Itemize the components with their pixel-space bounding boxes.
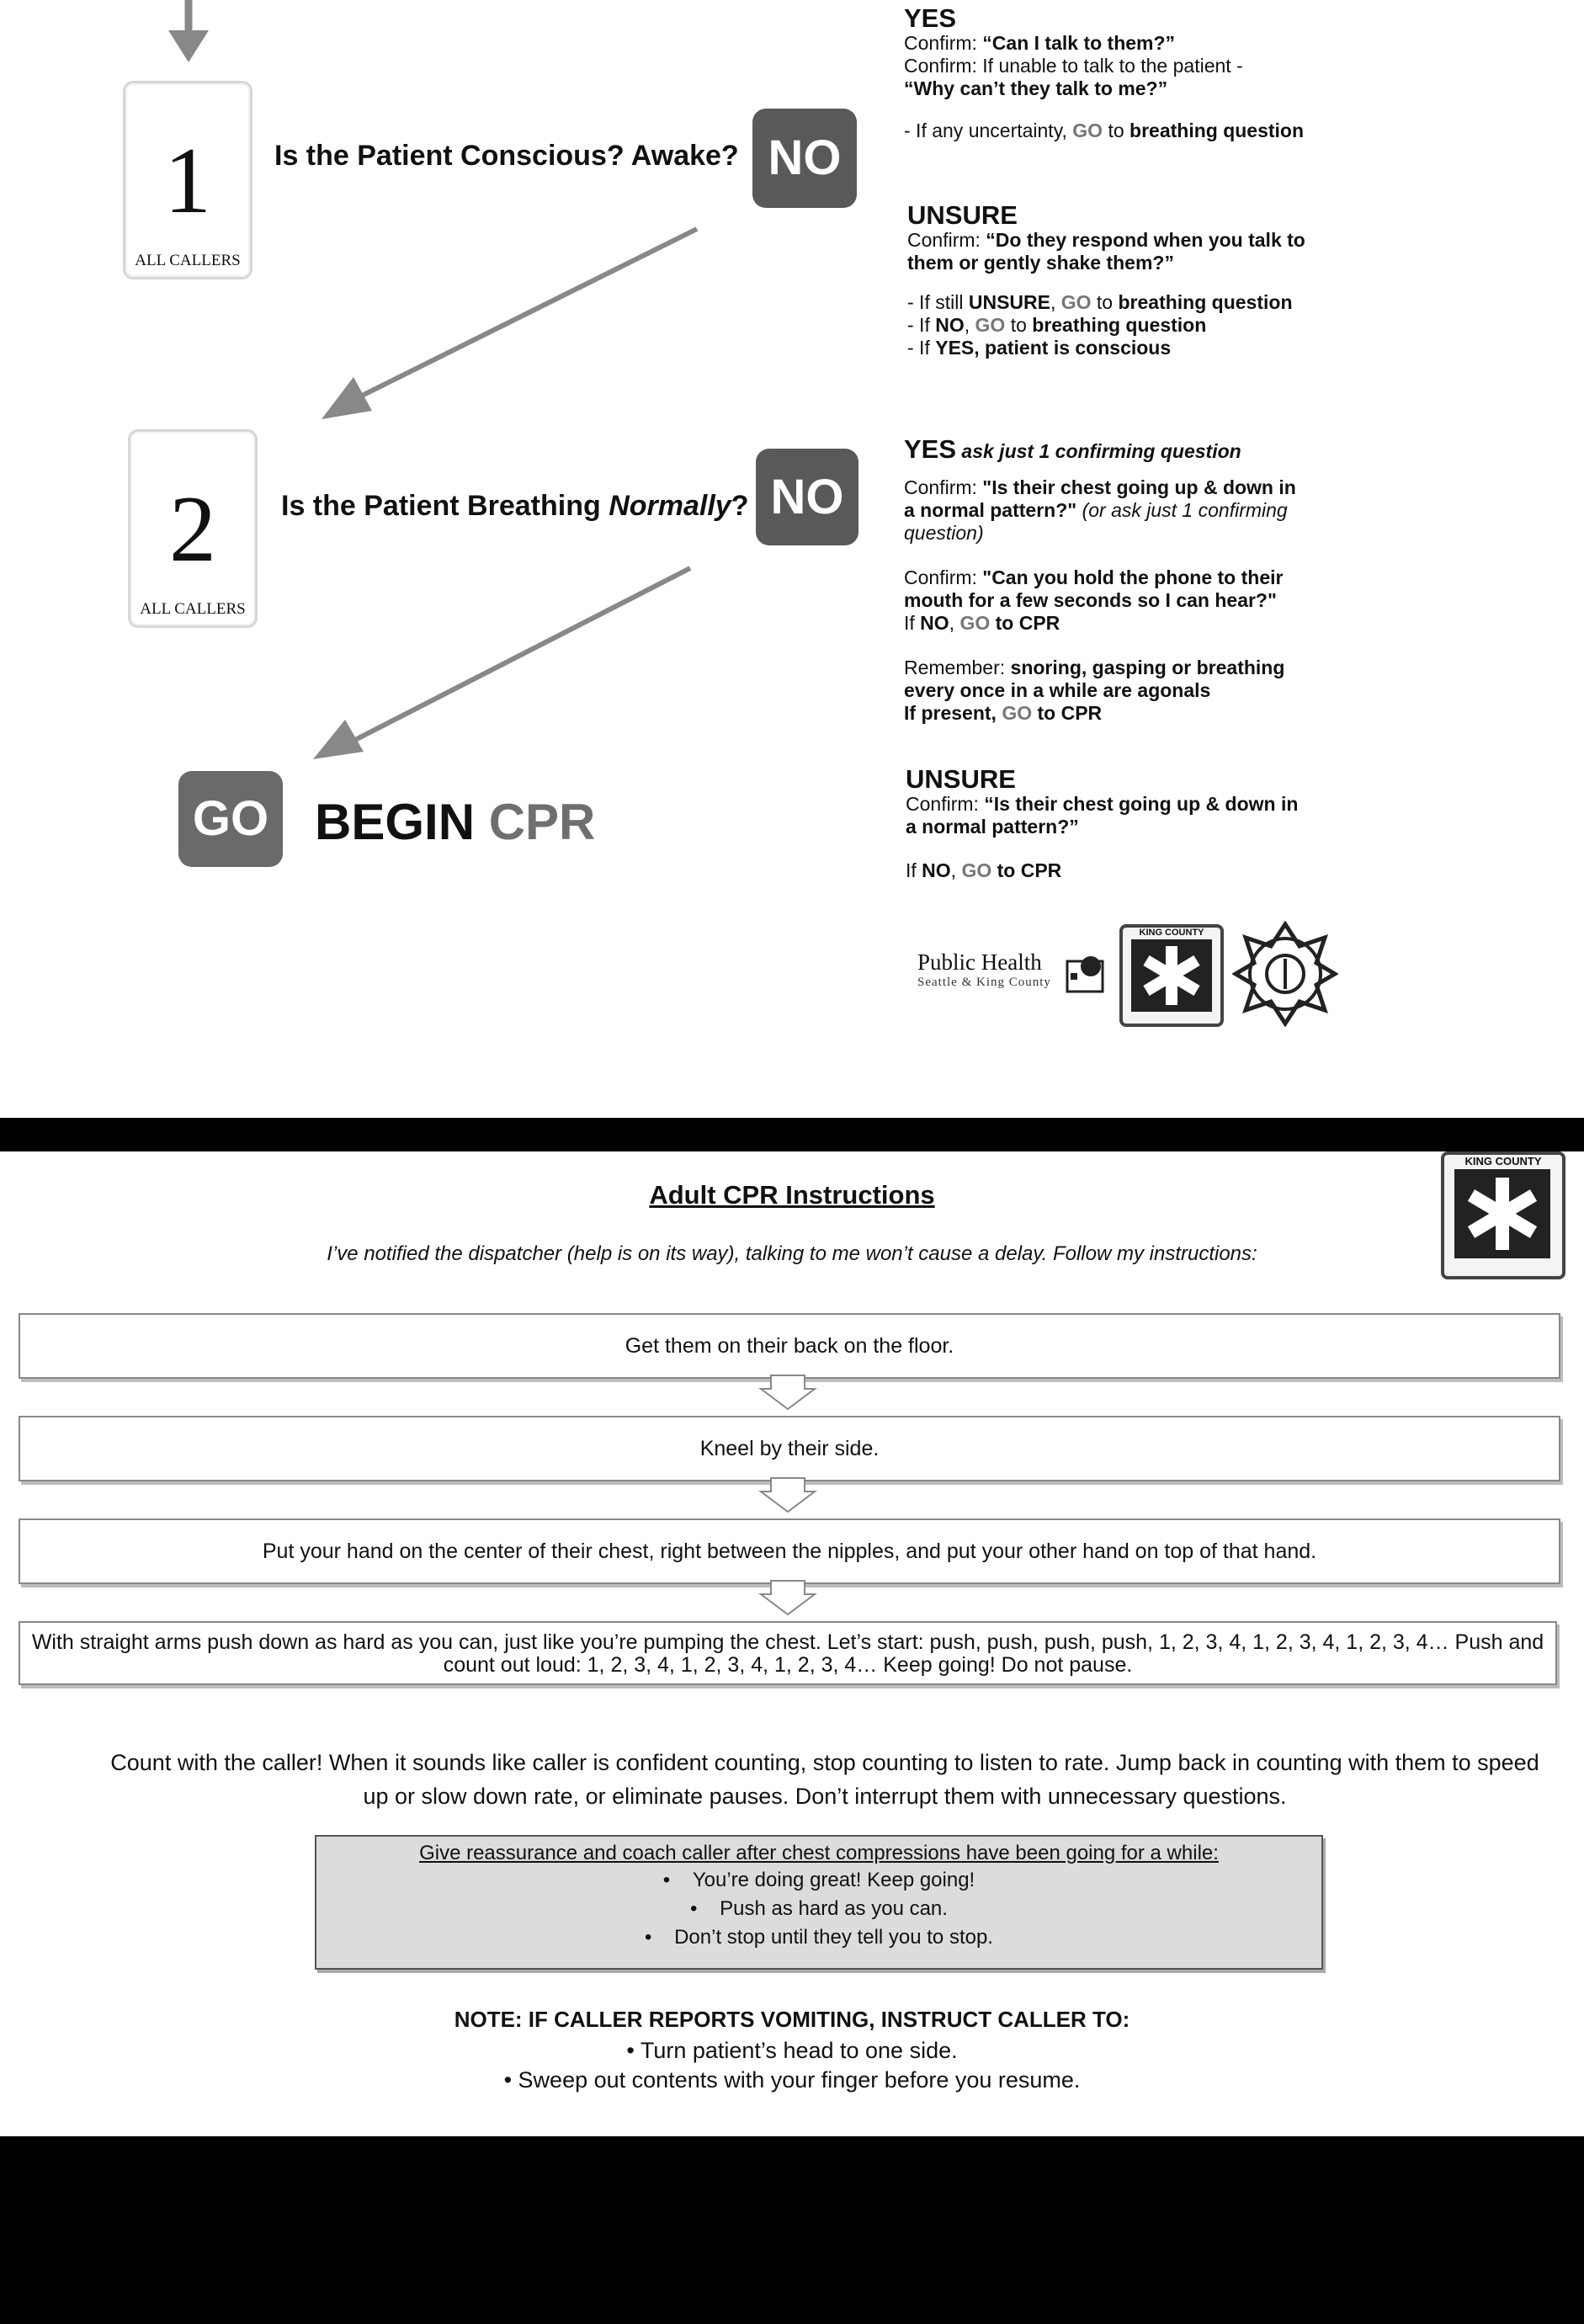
down-arrow-3 <box>761 1581 815 1614</box>
step1-yes-confirm2-quote: “Why can’t they talk to me?” <box>904 77 1168 99</box>
step1-unsure-confirm-2: them or gently shake them?” <box>907 252 1174 274</box>
step1-no-button[interactable]: NO <box>752 109 857 208</box>
top-down-arrow <box>168 0 209 62</box>
count-instructions: Count with the caller! When it sounds like caller is confident counting, stop counting to listen to rate. Jump back in counting with them to speed up or slow down rate, or eliminate pauses. Don’t interrupt them with unnecessary questions. <box>110 1750 1539 1809</box>
step1-unsure-line1: - If still UNSURE, GO to breathing question <box>907 291 1293 313</box>
step2-yes-confirm2: Confirm: "Can you hold the phone to their <box>904 566 1284 588</box>
reassurance-item: • Don’t stop until they tell you to stop. <box>645 1926 993 1949</box>
down-arrow-2 <box>761 1478 815 1512</box>
step-arrows <box>0 1151 1584 1741</box>
step1-yes-uncertain: - If any uncertainty, GO to breathing question <box>904 120 1305 141</box>
flowchart-page <box>0 0 1584 1118</box>
step2-yes-heading-row: YES ask just 1 confirming question <box>904 434 1241 464</box>
step2-yes-remember: Remember: snoring, gasping or breathing <box>904 657 1285 678</box>
step2-yes-panel <box>904 436 1342 725</box>
step1-yes-confirm2: Confirm: If unable to talk to the patient - <box>904 55 1243 77</box>
step2-unsure-panel <box>906 766 1343 882</box>
step1-number: 1 <box>164 129 211 233</box>
step2-question: Is the Patient Breathing Normally? <box>281 490 749 522</box>
public-health-emblem-icon <box>1066 951 1104 993</box>
step1-card <box>123 81 252 279</box>
vomiting-note-item: • Turn patient’s head to one side. <box>626 2038 958 2063</box>
public-health-logo: Public Health Seattle & King County <box>917 949 1051 989</box>
step2-unsure-confirm: Confirm: “Is their chest going up & down in <box>906 793 1299 815</box>
cpr-step-3: Put your hand on the center of their chest, right between the nipples, and put your other hand on top of that hand. <box>19 1518 1560 1584</box>
step2-unsure-if: If NO, GO to CPR <box>906 859 1062 881</box>
step1-yes-panel <box>904 5 1325 142</box>
step2-card <box>128 429 258 628</box>
medic-one-foundation-logo <box>1232 921 1338 1027</box>
step2-yes-confirm1: Confirm: "Is their chest going up & down in <box>904 476 1296 498</box>
arrow-to-cpr <box>313 568 690 759</box>
step1-unsure-panel <box>907 202 1337 359</box>
go-button[interactable]: GO <box>178 771 283 867</box>
step1-caller-label: ALL CALLERS <box>135 252 241 269</box>
step2-yes-confirm1-2: a normal pattern?" (or ask just 1 confirming <box>904 499 1288 521</box>
king-county-badge: KING COUNTY <box>1441 1151 1565 1279</box>
cpr-step-1: Get them on their back on the floor. <box>19 1313 1560 1379</box>
vomiting-note-heading: NOTE: IF CALLER REPORTS VOMITING, INSTRUCT CALLER TO: <box>454 2007 1130 2032</box>
step1-unsure-heading: UNSURE <box>907 200 1018 230</box>
step2-unsure-confirm-2: a normal pattern?” <box>906 816 1079 838</box>
step2-yes-confirm2-if: If NO, GO to CPR <box>904 612 1060 634</box>
step1-yes-heading: YES <box>904 3 957 33</box>
reassurance-item: • Push as hard as you can. <box>690 1897 948 1920</box>
down-arrow-1 <box>761 1375 815 1409</box>
step2-unsure-heading: UNSURE <box>906 764 1016 794</box>
step1-unsure-line3: - If YES, patient is conscious <box>907 337 1172 359</box>
step2-yes-remember-3: If present, GO to CPR <box>904 702 1103 724</box>
reassurance-heading: Give reassurance and coach caller after chest compressions have been going for a while: <box>419 1842 1219 1864</box>
step2-no-button[interactable]: NO <box>756 449 858 545</box>
begin-cpr-label: BEGIN CPR <box>315 794 596 850</box>
arrow-to-step2 <box>322 229 697 419</box>
cpr-title: Adult CPR Instructions <box>649 1180 935 1210</box>
step1-unsure-confirm: Confirm: “Do they respond when you talk to <box>907 229 1305 251</box>
step2-yes-remember-2: every once in a while are agonals <box>904 679 1211 701</box>
cpr-instructions-page <box>0 1151 1584 2136</box>
step1-yes-confirm1: Confirm: “Can I talk to them?” <box>904 32 1176 54</box>
vomiting-note-item: • Sweep out contents with your finger before you resume. <box>503 2067 1081 2093</box>
cpr-intro: I’ve notified the dispatcher (help is on its way), talking to me won’t cause a delay. Follow my instructions: <box>327 1242 1257 1265</box>
reassurance-box <box>315 1835 1323 1970</box>
king-county-ems-logo: KING COUNTY <box>1119 924 1224 1027</box>
step2-yes-confirm1-3: question) <box>904 522 984 544</box>
step1-question: Is the Patient Conscious? Awake? <box>274 140 739 172</box>
step2-yes-confirm2-2: mouth for a few seconds so I can hear?" <box>904 589 1277 611</box>
step2-number: 2 <box>169 477 216 582</box>
cpr-step-4: With straight arms push down as hard as you can, just like you’re pumping the chest. Let’s start: push, push, push, push, 1, 2, 3, 4, 1, 2, 3, 4, 1, 2, 3, 4… Push and count out loud: 1, 2, 3, 4, 1, 2, 3, 4, 1, 2, 3, 4… Keep going! Do not pause. <box>19 1621 1557 1685</box>
star-of-life-icon <box>1130 938 1214 1013</box>
cpr-step-2: Kneel by their side. <box>19 1416 1560 1481</box>
reassurance-item: • You’re doing great! Keep going! <box>662 1869 975 1891</box>
step2-caller-label: ALL CALLERS <box>140 600 246 618</box>
step1-unsure-line2: - If NO, GO to breathing question <box>907 314 1207 336</box>
